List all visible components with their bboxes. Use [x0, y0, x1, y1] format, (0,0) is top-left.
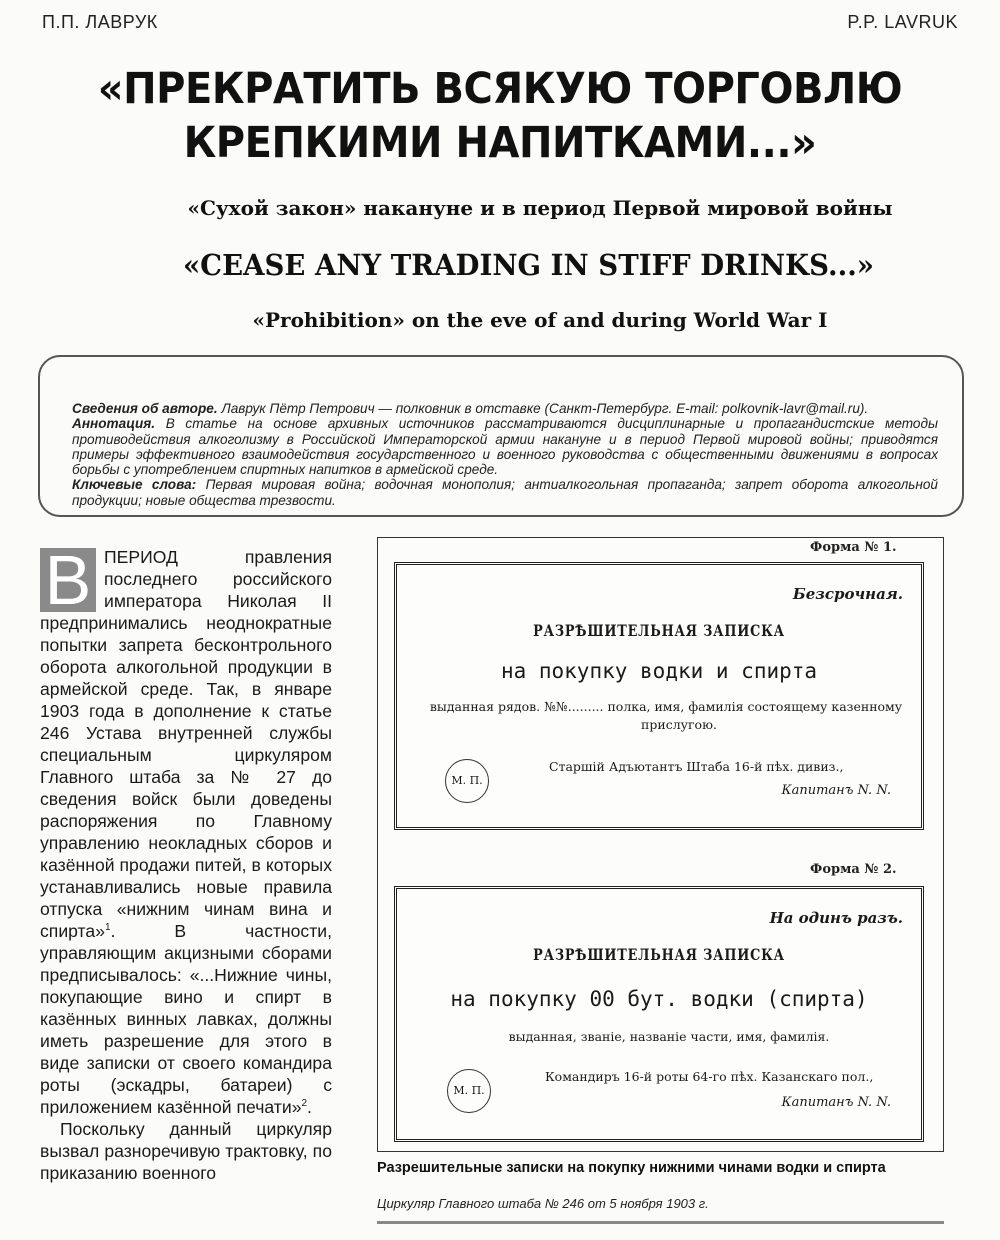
keywords-label: Ключевые слова: — [72, 477, 197, 493]
form-1-title: РАЗРѢШИТЕЛЬНАЯ ЗАПИСКА — [533, 621, 785, 640]
form-1-main-text: на покупку водки и спирта — [500, 659, 818, 683]
running-head-author-ru: П.П. ЛАВРУК — [42, 12, 158, 32]
keywords-text: Первая мировая война; водочная монополия; антиалкогольная пропаганда; запрет оборота алкогольной продукции; новые общества трезвости. — [72, 477, 938, 508]
author-info-text: Лаврук Пётр Петрович — полковник в отставке (Санкт-Петербург. E-mail: polkovnik-lavr@mail.ru). — [221, 401, 869, 416]
author-info — [72, 401, 938, 416]
form-2-line-1: выданная, званіе, названіе части, имя, фамилія. — [508, 1029, 830, 1044]
figure-source: Циркуляр Главного штаба № 246 от 5 ноября 1903 г. — [377, 1196, 709, 1211]
title-ru-line-2: КРЕПКИМИ НАПИТКАМИ...» — [183, 118, 817, 168]
form-1-line-2: прислугою. — [641, 717, 717, 732]
article-title-en: «CEASE ANY TRADING IN STIFF DRINKS...» — [182, 248, 875, 282]
form-1-seal-stamp: М. П. — [445, 759, 489, 803]
form-1-line-1: выданная рядов. №№......... полка, имя, фамилія состоящему казенному — [429, 699, 903, 714]
para1-mid: . В частности, управляющим акцизными сборами предписывалось: «...Нижние чины, покупающие вино и спирт в казённых винных лавках, должны иметь разрешение для этого в виде записки от своего командира роты (эскадры, батареи) с приложением казённой печати» — [40, 921, 332, 1117]
para1-lead: ПЕРИОД правления последнего российского императора Николая II предпринимались неоднократные попытки запрета бесконтрольного оборота алкогольной продукции в армейской среде. Так, в январе 1903 года в дополнение к статье 246 Устава внутренней службы специальным циркуляром Главного штаба за № 27 до сведения войск были доведены распоряжения по Главному управлению неокладных сборов и казённой продажи питей, в которых устанавливались новые правила отпуска «нижним чинам вина и спирта» — [40, 547, 332, 941]
running-head-author-en: P.P. LAVRUK — [847, 12, 958, 32]
figure-frame — [377, 537, 944, 1152]
footnote-ref-1[interactable]: 1 — [104, 922, 111, 934]
permit-form-1 — [394, 562, 924, 830]
form-2-seal-stamp: М. П. — [447, 1069, 491, 1113]
form-1-label: Форма № 1. — [810, 540, 897, 555]
annotation — [72, 416, 938, 477]
permit-form-2 — [394, 886, 924, 1142]
form-2-name: Капитанъ N. N. — [781, 1095, 891, 1110]
footnote-ref-2[interactable]: 2 — [301, 1098, 308, 1110]
keywords — [72, 477, 938, 508]
form-2-kind: На одинъ разъ. — [769, 909, 903, 927]
annotation-text: В статье на основе архивных источников рассматриваются дисциплинарные и пропагандистские методы противодействия алкоголизму в Российской Императорской армии накануне и в период Первой мировой войны; приводятся примеры эффективного взаимодействия государственного и военного руководства с общественными движениями в вопросах борьбы с употреблением спиртных напитков в армейской среде. — [72, 416, 938, 478]
form-1-name: Капитанъ N. N. — [781, 783, 891, 798]
annotation-label: Аннотация. — [72, 416, 156, 432]
form-2-signature: Командиръ 16-й роты 64-го пѣх. Казанскаго пол., — [545, 1069, 874, 1084]
form-1-kind: Безсрочная. — [792, 585, 903, 603]
body-column — [40, 541, 332, 1184]
form-2-main-text: на покупку 00 бут. водки (спирта) — [450, 987, 868, 1011]
abstract-box — [38, 355, 964, 517]
figure-caption: Разрешительные записки на покупку нижними чинами водки и спирта — [377, 1160, 886, 1176]
article-title-ru — [35, 62, 965, 170]
article-subtitle-ru: «Сухой закон» накануне и в период Первой мировой войны — [187, 196, 893, 220]
form-2-label: Форма № 2. — [810, 862, 897, 877]
form-2-title: РАЗРѢШИТЕЛЬНАЯ ЗАПИСКА — [533, 945, 785, 964]
para1-end: . — [307, 1097, 312, 1117]
author-info-label: Сведения об авторе. — [72, 401, 218, 416]
body-paragraph-2: Поскольку данный циркуляр вызвал разноречивую трактовку, по приказанию военного — [40, 1119, 332, 1183]
drop-cap: В — [40, 548, 96, 612]
bottom-rule — [377, 1221, 944, 1224]
article-subtitle-en: «Prohibition» on the eve of and during World War I — [252, 308, 828, 332]
body-paragraph-1 — [40, 541, 332, 1118]
title-ru-line-1: «ПРЕКРАТИТЬ ВСЯКУЮ ТОРГОВЛЮ — [97, 64, 903, 114]
form-1-signature: Старшій Адъютантъ Штаба 16-й пѣх. дивиз., — [549, 759, 844, 774]
